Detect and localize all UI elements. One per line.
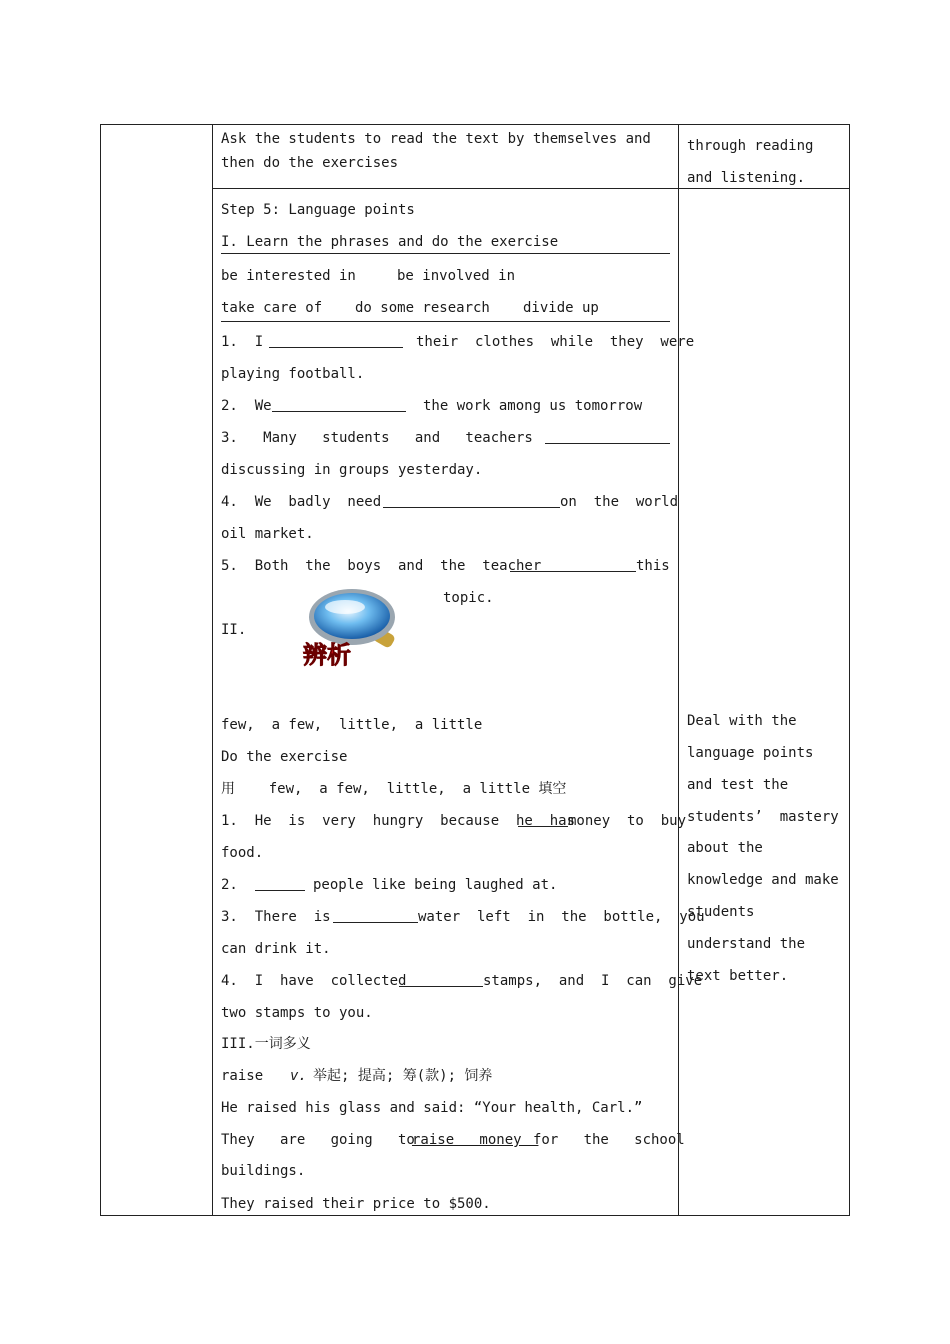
phrase-interested: be interested in bbox=[221, 268, 356, 284]
side-line-5: about the bbox=[687, 840, 763, 856]
ex1-q1-blank bbox=[269, 333, 403, 348]
ex1-q2-end: the work among us tomorrow bbox=[423, 398, 643, 414]
side-line-6: knowledge and make bbox=[687, 872, 839, 888]
ex2-q4-blank bbox=[399, 972, 483, 987]
ex2-q1-start: 1. He is very hungry because he has bbox=[221, 813, 576, 829]
analysis-word: 辨析 bbox=[303, 641, 351, 669]
raise-meanings: 举起; 提高; 筹(款); 饲养 bbox=[313, 1068, 493, 1084]
ex2-q2-end: people like being laughed at. bbox=[313, 877, 558, 893]
side-line-8: understand the bbox=[687, 936, 806, 952]
side-line-3: and test the bbox=[687, 777, 789, 793]
ex1-q3-start: 3. Many students and teachers bbox=[221, 430, 533, 446]
ex2-q3-blank bbox=[333, 908, 418, 923]
phrase-research: do some research bbox=[355, 300, 490, 316]
ex1-q4-cont: oil market. bbox=[221, 526, 314, 542]
example-line-2-end: for the school bbox=[533, 1132, 685, 1148]
row1-side-line1: through reading bbox=[687, 138, 814, 154]
part2-do: Do the exercise bbox=[221, 749, 348, 765]
ex1-q4-end: on the world bbox=[560, 494, 679, 510]
ex1-q3-cont: discussing in groups yesterday. bbox=[221, 462, 483, 478]
row-divider bbox=[212, 188, 849, 189]
ex1-q1-cont: playing football. bbox=[221, 366, 365, 382]
ex2-q3-end: water left in the bottle, you bbox=[418, 909, 705, 925]
example-line-2-cont: buildings. bbox=[221, 1163, 306, 1179]
side-line-4: students’ mastery bbox=[687, 809, 839, 825]
ex2-q2-blank bbox=[255, 876, 305, 891]
ex1-q1-start: 1. I bbox=[221, 334, 264, 350]
ex1-q4-start: 4. We badly need bbox=[221, 494, 382, 510]
ex2-q1-cont: food. bbox=[221, 845, 264, 861]
side-line-2: language points bbox=[687, 745, 814, 761]
ex2-q4-start: 4. I have collected bbox=[221, 973, 407, 989]
side-line-9: text better. bbox=[687, 968, 789, 984]
ex1-q5-end: this bbox=[636, 558, 670, 574]
example-line-3: They raised their price to $500. bbox=[221, 1196, 491, 1212]
row1-side-line2: and listening. bbox=[687, 170, 806, 186]
part2-label: II. bbox=[221, 622, 247, 638]
ex2-q4-cont: two stamps to you. bbox=[221, 1005, 373, 1021]
column-divider-1 bbox=[212, 125, 213, 1215]
lesson-plan-table bbox=[100, 124, 850, 1216]
example-line-2-underlined: raise money bbox=[412, 1132, 539, 1148]
ex1-q5-cont: topic. bbox=[443, 590, 494, 606]
side-line-1: Deal with the bbox=[687, 713, 797, 729]
row1-main-line2: then do the exercises bbox=[221, 155, 399, 171]
ex2-q1-end: money to buy bbox=[568, 813, 687, 829]
row1-main-line1: Ask the students to read the text by themselves and bbox=[221, 131, 651, 147]
example-line-1: He raised his glass and said: “Your health, Carl.” bbox=[221, 1100, 643, 1116]
phrase-box-top-rule bbox=[221, 253, 670, 254]
part3-title: III.一词多义 bbox=[221, 1036, 311, 1052]
ex1-q1-end: their clothes while they were bbox=[416, 334, 695, 350]
part1-title: I. Learn the phrases and do the exercise bbox=[221, 234, 559, 250]
raise-pos: v. bbox=[290, 1068, 307, 1084]
example-line-2-start: They are going to bbox=[221, 1132, 415, 1148]
ex1-q2-blank bbox=[272, 397, 406, 412]
part2-instruction: 用 few, a few, little, a little 填空 bbox=[221, 781, 567, 797]
ex2-q3-cont: can drink it. bbox=[221, 941, 331, 957]
step5-heading: Step 5: Language points bbox=[221, 202, 415, 218]
ex1-q5-start: 5. Both the boys and the teacher bbox=[221, 558, 542, 574]
magnifier-analysis-icon bbox=[300, 587, 418, 673]
phrase-involved: be involved in bbox=[397, 268, 516, 284]
phrase-box-bottom-rule bbox=[221, 321, 670, 322]
ex2-q2-start: 2. bbox=[221, 877, 238, 893]
column-divider-2 bbox=[678, 125, 679, 1215]
ex1-q3-blank bbox=[545, 429, 670, 444]
ex2-q1-blank bbox=[518, 812, 568, 827]
phrase-take-care: take care of bbox=[221, 300, 323, 316]
side-line-7: students bbox=[687, 904, 755, 920]
phrase-divide: divide up bbox=[523, 300, 599, 316]
ex1-q4-blank bbox=[383, 493, 560, 508]
ex1-q5-blank bbox=[510, 557, 636, 572]
part2-words: few, a few, little, a little bbox=[221, 717, 483, 733]
raise-word: raise bbox=[221, 1068, 264, 1084]
ex2-q3-start: 3. There is bbox=[221, 909, 331, 925]
ex1-q2-start: 2. We bbox=[221, 398, 272, 414]
ex2-q4-end: stamps, and I can give bbox=[483, 973, 703, 989]
